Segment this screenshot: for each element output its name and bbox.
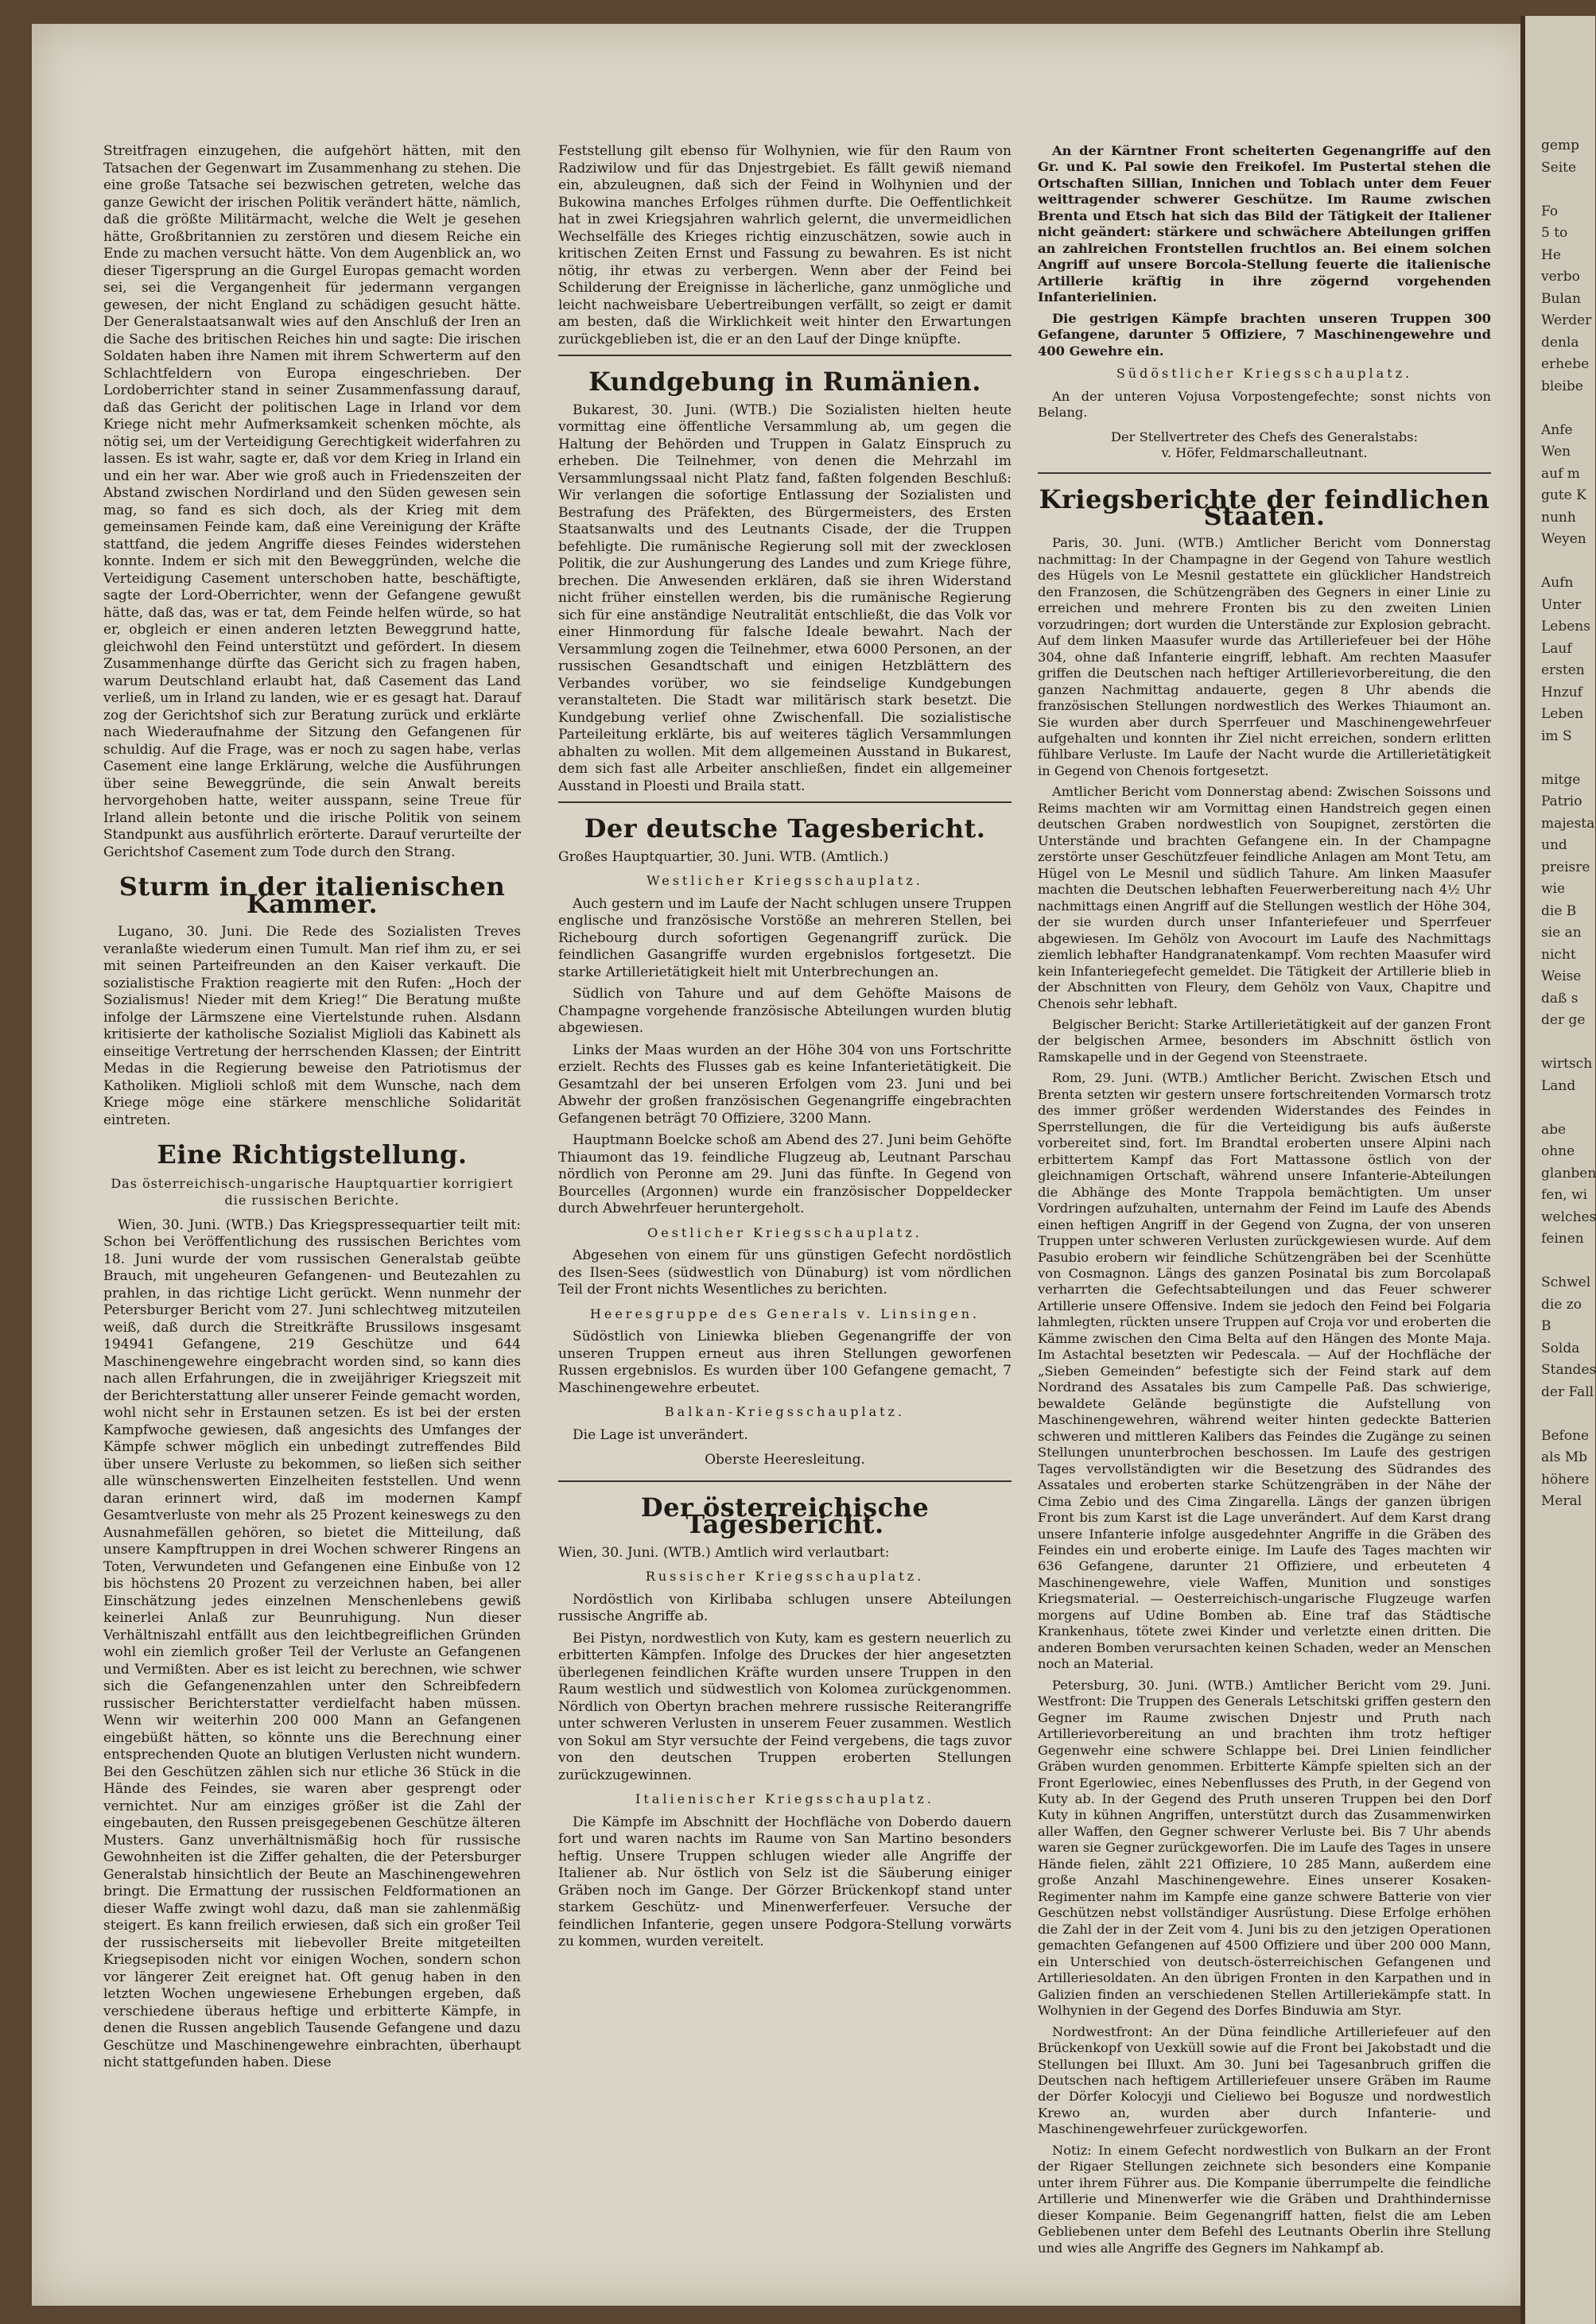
headline-sturm: Sturm in der italienischen Kammer. — [118, 871, 506, 919]
divider — [558, 1480, 1012, 1482]
divider — [1038, 472, 1491, 474]
column-3 — [1038, 143, 1491, 2261]
headline-rumaenien: Kundgebung in Rumänien. — [588, 367, 981, 397]
section-westlich: Westlicher Kriegsschauplatz. — [647, 873, 923, 888]
casement-article: Streitfragen einzugehen, die aufgehört hätten, mit den Tatsachen der Gegenwart im Zusammenhang zu stehen. Die eine große Tatsache sei bezwischen getreten, welche das ganze Gewicht der irischen Politik verändert hätte, nämlich, daß die größte Militärmacht, welche die Welt je gesehen hätte, Großbritannien zu zerstören und diesem Reiche ein Ende zu machen versucht hätte. Von dem Augenblick an, wo dieser Tigersprung an die Gurgel Europas gemacht worden sei, sei die Vergangenheit für jedermann vergangen gewesen, der nicht England zu schädigen gesucht hätte. Der Generalstaatsanwalt wies auf den Anschluß der Iren an die Sache des britischen Reiches hin und sagte: Die irischen Soldaten haben ihre Namen mit ihrem Schwerterm auf den Schlachtfeldern von Europa eingeschrieben. Der Lordoberrichter stand in seiner Zusammenfassung darauf, daß das Gericht der politischen Lage in Irland vor dem Kriege nicht mehr Aufmerksamkeit schenken möchte, als nötig sei, um der Verteidigung Gerechtigkeit widerfahren zu lassen. Es ist wahr, sagte er, daß vor dem Krieg in Irland ein und ein her war. Aber wie groß auch in Friedenszeiten der Abstand zwischen Nordirland und den Süden gewesen sein mag, so fand es sich doch, als der Krieg mit dem gemeinsamen Feinde kam, daß eine Vereinigung der Kräfte stattfand, die jedem Angriffe dieses Feindes widerstehen konnte. Indem er sich mit den Beweggründen, welche die Verteidigung Casement unterschoben hatte, beschäftigte, sagte der Lord-Oberrichter, wenn der Gefangene gewußt hätte, daß das, was er tat, dem Feinde helfen würde, so hat er, obgleich er einen anderen letzten Beweggrund hatte, gleichwohl den Feind unterstützt und gefördert. In diesem Zusammenhange dürfte das Gericht sich zu fragen haben, warum Deutschland erlaubt hat, daß Casement das Land verließ, um in Irland zu landen, wie er es gesagt hat. Darauf zog der Gerichtshof sich zur Beratung zurück und erklärte nach Wiederaufnahme der Sitzung den Gefangenen für schuldig. Auf die Frage, was er noch zu sagen habe, verlas Casement eine lange Erklärung, welche die Ausführungen über seine Beweggründe, die sein Anwalt bereits hervorgehoben hatte, weiter ausspann, seine Treue für Irland allein betonte und die irische Politik von seinem Standpunkt aus ausführlich erörterte. Darauf verurteilte der Gerichtshof Casement zum Tode durch den Strang. — [103, 143, 521, 860]
dt-para-3: Links der Maas wurden an der Höhe 304 von uns Fortschritte erzielt. Rechts des Flusses gab es keine Infanterietätigkeit. Die Gesamtzahl der bei unseren Erfolgen vom 23. Juni und bei Abwehr der großen französischen Gegenangriffe eingebrachten Gefangenen beträgt 70 Offiziere, 3200 Mann. — [558, 1042, 1012, 1127]
adjacent-page-text: gemp Seite Fo 5 to He verbo Bulan Werder denla erhebe bleibe Anfe Wen auf m gute K nunh Weyen Aufn Unter Lebens Lauf ersten Hnzuf Leben im S mitge Patrio majesta und preisre wie die B sie an nicht Weise daß s der ge wirtsch Land abe ohne glanben fen, wi welches feinen Schwel die zo B Solda Standes der Fall Befone als Mb höhere Meral — [1541, 138, 1596, 1509]
section-oestlich: Oestlicher Kriegsschauplatz. — [647, 1224, 922, 1240]
section-suedoestlich: Südöstlicher Kriegsschauplatz. — [1116, 366, 1413, 382]
kaempfe-summary: Die gestrigen Kämpfe brachten unseren Truppen 300 Gefangene, darunter 5 Offiziere, 7 Maschinengewehre und 400 Gewehre ein. — [1038, 310, 1491, 359]
oe-para-3: Die Kämpfe im Abschnitt der Hochfläche von Doberdo dauern fort und waren nachts im Raume von San Martino besonders heftig. Unsere Truppen schlugen wieder alle Angriffe der Italiener ab. Nur östlich von Selz ist die Säuberung einiger Gräben noch im Gange. Der Görzer Brückenkopf stand unter starkem Geschütz- und Minenwerferfeuer. Versuche der feindlichen Infanterie, gegen unsere Podgora-Stellung vorwärts zu kommen, wurden vereitelt. — [558, 1814, 1012, 1950]
sturm-article: Lugano, 30. Juni. Die Rede des Sozialisten Treves veranlaßte wiederum einen Tumult. Man rief ihm zu, er sei mit seinen Parteifreunden an den Kaiser verkauft. Die sozialistische Fraktion reagierte mit den Rufen: „Hoch der Sozialismus! Nieder mit dem Krieg!“ Die Beratung mußte infolge der Lärmszene eine Viertelstunde ruhen. Alsdann kritisierte der katholische Sozialist Miglioli das Kabinett als einseitige Vertretung der herrschenden Klassen; der Eintritt Medas in die Regierung beweise den Patriotismus der Katholiken. Miglioli schloß mit dem Wunsche, nach dem Kriege möge eine stärkere menschliche Solidarität eintreten. — [103, 924, 521, 1128]
section-russisch: Russischer Kriegsschauplatz. — [645, 1569, 925, 1584]
richtigstellung-subtitle: Das österreichisch-ungarische Hauptquartier korrigiert die russischen Berichte. — [111, 1175, 514, 1208]
column-2 — [558, 143, 1012, 1956]
divider — [558, 801, 1012, 803]
richtigstellung-article: Wien, 30. Juni. (WTB.) Das Kriegspressequartier teilt mit: Schon bei Veröffentlichung des russischen Berichtes vom 18. Juni wurde der vom russischen Generalstab geübte Brauch, mit ungeheuren Gefangenen- und Beutezahlen zu prahlen, in das richtige Licht gerückt. Wenn nunmehr der Petersburger Bericht vom 27. Juni schlechtweg mitzuteilen weiß, daß durch die Streitkräfte Brussilows insgesamt 194941 Gefangene, 219 Geschütze und 644 Maschinengewehre eingebracht worden sind, so kann dies nach allen Erfahrungen, die in zweijähriger Kriegszeit mit der Berichterstattung aller unserer Feinde gemacht worden, wohl nicht sehr in Erstaunen setzen. Es ist bei der ersten Kampfwoche gewiesen, daß angesichts des Umfanges der Kämpfe schwer möglich ein unbedingt zutreffendes Bild über unsere Verluste zu bekommen, so ließen sich seither alle wünschenswerten Einzelheiten feststellen. Und wenn daran erinnert wird, daß im modernen Kampf Gesamtverluste von mehr als 25 Prozent keineswegs zu den Ausnahmefällen gehören, so bietet die Mitteilung, daß unsere Kampftruppen in drei Wochen schwerer Ringens an Toten, Verwundeten und Gefangenen eine Einbuße von 12 bis höchstens 20 Prozent zu verzeichnen haben, bei aller Einschätzung jedes einzelnen Menschenlebens gewiß keinerlei Anlaß zur Beunruhigung. Nun dieser Verhältniszahl entfällt aus den leichtbegreiflichen Gründen wohl ein ziemlich großer Teil der Verluste an Gefangenen und Vermißten. Aber es ist leicht zu berechnen, wie schwer sich die Gefangenenzahlen unter den Schreibfedern russischer Berichterstatter verdielfacht haben müssen. Wenn wir weiterhin 200 000 Mann an Gefangenen eingebüßt hätten, so könnte uns die Berechnung einer entsprechenden Quote an blutigen Verlusten nicht wundern. Bei den Geschützen zählen sich nur etliche 36 Stück in die Hände des Feindes, sie waren aber gesprengt oder vernichtet. Nur am einziges größer ist die Zahl der eingebauten, den Russen preisgegebenen Geschütze älteren Musters. Ganz unverhältnismäßig hoch für russische Gewohnheiten ist die Ziffer gehalten, die der Petersburger Generalstab hinsichtlich der Beute an Maschinengewehren bringt. Die Ermattung der russischen Feldformationen an dieser Waffe zwingt wohl dazu, daß man sie zahlenmäßig steigert. Es kann freilich erwiesen, daß sich ein großer Teil der russischerseits mit liebevoller Breite mitgeteilten Kriegsepisoden nicht vor einigen Wochen, sondern schon vor längerer Zeit ereignet hat. Oft genug haben in den letzten Wochen ungewiesene Erhebungen ergeben, daß verschiedene überaus heftige und erbitterte Kämpfe, in denen die Russen angeblich Tausende Gefangene und dazu Geschütze und Maschinengewehre einbrachten, überhaupt nicht stattgefunden haben. Diese — [103, 1216, 521, 2070]
divider — [558, 355, 1012, 356]
petersburg-report: Petersburg, 30. Juni. (WTB.) Amtlicher Bericht vom 29. Juni. Westfront: Die Truppen des Generals Letschitski griffen gestern den Gegner im Raume zwischen Dnjestr und Pruth nach Artillerievorbereitung an und brachten ihm trotz heftiger Gegenwehr eine schwere Schlappe bei. Drei Linien feindlicher Gräben wurden genommen. Erbitterte Kämpfe spielten sich an der Front Egerlowiec, eines Nebenflusses des Pruth, in der Gegend von Kuty ab. In der Gegend des Pruth unseren Truppen bei den Dorf Kuty in kühnen Angriffen, unterstützt durch das Zusammenwirken aller Waffen, den Gegner schwerer Verluste bei. Bis 7 Uhr abends waren sie Gegner zurückgeworfen. Die im Laufe des Tages in unsere Hände fielen, zählt 221 Offiziere, 10 285 Mann, außerdem eine große Anzahl Maschinengewehre. Eines unserer Kosaken-Regimenter nahm im Kampfe eine ganze schwere Batterie von vier Geschützen nebst vollständiger Ausrüstung. Diese Erfolge erhöhen die Zahl der in der Zeit vom 4. Juni bis zu den jetzigen Operationen gemachten Gefangenen auf 4500 Offiziere und über 200 000 Mann, ein Unterschied von deutsch-österreichischen Gefangenen und Artilleriesoldaten. An den übrigen Fronten in den Karpathen und in Galizien finden an verschiedenen Stellen Artilleriekämpfe statt. In Wolhynien in der Gegend des Dorfes Binduwia am Styr. — [1038, 1677, 1491, 2019]
paris-report: Paris, 30. Juni. (WTB.) Amtlicher Bericht vom Donnerstag nachmittag: In der Champagne in der Gegend von Tahure westlich des Hügels von Le Mesnil gestattete ein glücklicher Handstreich den Franzosen, die Schützengräben des Gegners in einer Linie zu erreichen und mehrere Fronten bis zu den zweiten Linien vorzudringen; dort wurden die Unterstände zur Explosion gebracht. Auf dem linken Maasufer wurde das Artilleriefeuer bei der Höhe 304, ohne daß Infanterie eingriff, lebhaft. Am rechten Maasufer griffen die Deutschen nach heftiger Artillerievorbereitung, die den ganzen Nachmittag andauerte, gegen 8 Uhr abends die französischen Stellungen nordwestlich des Werkes Thiaumont an. Sie wurden aber durch Sperrfeuer und Maschinengewehrfeuer aufgehalten und konnten ihr Ziel nicht erreichen, sondern erlitten fühlbare Verluste. Im Laufe der Nacht wurde die Artillerietätigkeit in Gegend von Chenois fortgesetzt. — [1038, 535, 1491, 778]
rome-report: Rom, 29. Juni. (WTB.) Amtlicher Bericht. Zwischen Etsch und Brenta setzten wir gestern unsere fortschreitenden Vormarsch trotz des immer größer werdenden Widerstandes des Feindes in Sperrstellungen, die für die Verteidigung bis aufs äußerste vorbereitet sind, fort. Im Brandtal eroberten unsere Alpini nach erbittertem Kampf das Fort Mattassone östlich von der gleichnamigen Ortschaft, während unsere Infanterie-Abteilungen die Abhänge des Monte Trappola bemächtigten. Um unser Vordringen aufzuhalten, unternahm der Feind im Laufe des Abends einen heftigen Angriff in der Gegend von Zugna, der von unseren Truppen unter schweren Verlusten zurückgewiesen wurde. Auf dem Pasubio erobern wir feindliche Schützengräben bei der Scenhütte von Cosmagnon. Längs des ganzen Posinatal bis zum Borcolapaß verharrten die Gefechtsabteilungen und das Feuer schwerer Artillerie unsere Offensive. Indem sie jedoch den Feind bei Folgaria lahmlegten, rückten unsere Truppen auf Croja vor und eroberten die Kämme zwischen den Cima Belta auf den Hängen des Monte Maja. Im Astachtal besetzten wir Pedescala. — Auf der Hochfläche der „Sieben Gemeinden“ befestigte sich der Feind stark auf dem Nordrand des Assatales bis zum Campelle Paß. Das schwierige, bewaldete Gelände begünstigte die Aufstellung von Maschinengewehren, während weiter hinten gedeckte Batterien schweren und mittleren Kalibers das Feindes die Zugänge zu seinen Stellungen ununterbrochen beschossen. Im Laufe des gestrigen Tages vervollständigten wir die Besetzung des Südrandes des Assatales und eroberten starke Schützengräben in der Nähe der Cima Zebio und des Cima Zingarella. Längs der ganzen übrigen Front bis zum Karst ist die Lage unverändert. Auf dem Karst drang unsere Infanterie infolge ausgedehnter Angriffe in die Gräben des Feindes ein und eroberte einige. Im Laufe des Tages machten wir 636 Gefangene, darunter 21 Offiziere, und erbeuteten 4 Maschinengewehre, viele Waffen, Munition und sonstiges Kriegsmaterial. — Oesterreichisch-ungarische Flugzeuge warfen morgens auf Udine Bomben ab. Eine traf das Städtische Krankenhaus, tötete zwei Kinder und verletzte einen dritten. Die anderen Bomben verursachten keinen Schaden, weder an Menschen noch an Material. — [1038, 1070, 1491, 1672]
headline-oesterreichischer-bericht: Der österreichische Tagesbericht. — [640, 1492, 930, 1539]
signature-line-2: v. Höfer, Feldmarschalleutnant. — [1161, 444, 1368, 460]
column-1 — [103, 143, 521, 2077]
dt-para-4: Hauptmann Boelcke schoß am Abend des 27. Juni beim Gehöfte Thiaumont das 19. feindliche Flugzeug ab, Leutnant Parschau nördlich von Peronne am 29. Juni das fünfte. In Gegend von Bourcelles (Argonnen) wurde ein französischer Doppeldecker durch Abwehrfeuer heruntergeholt. — [558, 1132, 1012, 1216]
section-italienisch: Italienischer Kriegsschauplatz. — [635, 1791, 934, 1806]
nordwestfront-report: Nordwestfront: An der Düna feindliche Artilleriefeuer auf den Brückenkopf von Uexküll sowie auf die Front bei Jakobstadt und die Stellungen bei Illuxt. Am 30. Juni bei Tagesanbruch griffen die Deutschen nach heftigem Artilleriefeuer unsere Gräben im Raume der Dörfer Kolocyji und Cieliewo bei Bogusze und nordwestlich Krewo an, wurden aber durch Infanterie- und Maschinengewehrfeuer zurückgeworfen. — [1038, 2023, 1491, 2137]
paris-evening-report: Amtlicher Bericht vom Donnerstag abend: Zwischen Soissons und Reims machten wir am Vormittag einen Handstreich gegen einen deutschen Graben nordwestlich von Soupignet, zerstörten die Unterstände und brachten Gefangene ein. In der Champagne zerstörte unser Geschützfeuer feindliche Anlagen am Mont Tetu, am Hügel von Le Mesnil und südlich Tahure. Am linken Maasufer machten die Deutschen lebhaften Feuerwerbereitung nach 4½ Uhr nachmittags einen Angriff auf die Stellungen westlich der Höhe 304, der sie wurden durch unser Infanteriefeuer und Sperrfeuer abgewiesen. Im Gehölz von Avocourt im Laufe des Nachmittags ziemlich lebhafter Handgranatenkampf. Vom rechten Maasufer wird kein Infanteriegefecht gemeldet. Die Tätigkeit der Artillerie blieb in der Abschnitten von Fleury, dem Gehölz von Vaux, Chapitre und Chenois sehr lebhaft. — [1038, 784, 1491, 1011]
section-linsingen: Heeresgruppe des Generals v. Linsingen. — [589, 1306, 981, 1321]
dt-para-5: Abgesehen von einem für uns günstigen Gefecht nordöstlich des Ilsen-Sees (südwestlich von Dünaburg) ist vom nördlichen Teil der Front nichts Wesentliches zu berichten. — [558, 1247, 1012, 1298]
dt-para-1: Auch gestern und im Laufe der Nacht schlugen unsere Truppen englische und französische Vorstöße an mehreren Stellen, bei Richebourg durch sofortigen Gegenangriff zurück. Die feindlichen Gasangriffe wurden ergebnislos fortgesetzt. Die starke Artillerietätigkeit hielt mit Unterbrechungen an. — [558, 895, 1012, 980]
dt-para-2: Südlich von Tahure und auf dem Gehöfte Maisons de Champagne vorgehende französische Abteilungen wurden blutig abgewiesen. — [558, 986, 1012, 1036]
notiz-report: Notiz: In einem Gefecht nordwestlich von Bulkarn an der Front der Rigaer Stellungen zeichnete sich besonders eine Kompanie unter ihrem Führer aus. Die Kompanie überrumpelte die feindliche Artillerie und Minenwerfer wie die Gräben und Drahthindernisse dieser Kompanie. Beim Gegenangriff hatten, fielst die am Leben Gebliebenen unter dem Befehl des Leutnants Oberlin ihre Stellung und wies alle Angriffe des Gegners im Nahkampf ab. — [1038, 2142, 1491, 2256]
oe-para-1: Nordöstlich von Kirlibaba schlugen unsere Abteilungen russische Angriffe ab. — [558, 1591, 1012, 1624]
headline-deutscher-bericht: Der deutsche Tagesbericht. — [584, 813, 986, 844]
adjacent-page-edge — [1520, 16, 1595, 2324]
vojusa-text: An der unteren Vojusa Vorpostengefechte; sonst nichts von Belang. — [1038, 388, 1491, 421]
section-balkan: Balkan-Kriegsschauplatz. — [664, 1404, 906, 1419]
signature-line-1: Der Stellvertreter des Chefs des Generalstabs: — [1110, 429, 1418, 444]
newspaper-page — [32, 24, 1535, 2306]
headline-feindliche-staaten: Kriegsberichte der feindlichen Staaten. — [1039, 484, 1490, 531]
dt-para-6: Südöstlich von Liniewka blieben Gegenangriffe der von unseren Truppen erneut aus ihren Stellungen geworfenen Russen ergebnislos. Es wurden über 100 Gefangene gemacht, 7 Maschinengewehre erbeutet. — [558, 1329, 1012, 1396]
belgian-report: Belgischer Bericht: Starke Artillerietätigkeit auf der ganzen Front der belgischen Armee, besonders im Abschnitt östlich von Ramskapelle und in der Gegend von Steenstraete. — [1038, 1016, 1491, 1065]
rumaenien-article: Bukarest, 30. Juni. (WTB.) Die Sozialisten hielten heute vormittag eine öffentliche Versammlung ab, um gegen die Haltung der Behörden und Truppen in Galatz Einspruch zu erheben. Die Teilnehmer, von denen die Mehrzahl im Versammlungssaal nicht Platz fand, faßten folgenden Beschluß: Wir verlangen die sofortige Entlassung der Sozialisten und Bestrafung des Präfekten, des Bürgermeisters, des Ersten Staatsanwalts und des Leutnants Cisade, der die Truppen befehligte. Die rumänische Regierung soll mit der zwecklosen Politik, die zur Aushungerung des Landes und zum Kriege führe, brechen. Die Anwesenden erklären, daß sie ihren Widerstand nicht früher einstellen werden, bis die rumänische Regierung sich für eine anständige Neutralität entschließt, die das Volk vor einer Hinmordung für falsche Ideale bewahrt. Nach der Versammlung zogen die Teilnehmer, etwa 6000 Personen, an der russischen Gesandtschaft und einigen Hetzblättern des Verbandes vorüber, wo sie feindselige Kundgebungen veranstalteten. Die Stadt war militärisch stark besetzt. Die Kundgebung verlief ohne Zwischenfall. Die sozialistische Parteileitung erklärte, bis auf weiteres täglich Versammlungen abhalten zu wollen. Mit dem allgemeinen Ausstand in Bukarest, dem sich fast alle Arbeiter anschließen, findet ein allgemeiner Ausstand in Ploesti und Braila statt. — [558, 402, 1012, 794]
oe-para-2: Bei Pistyn, nordwestlich von Kuty, kam es gestern neuerlich zu erbitterten Kämpfen. Infolge des Druckes der hier angesetzten überlegenen feindlichen Kräfte wurden unsere Truppen in den Raum westlich und südwestlich von Kolomea zurückgenommen. Nördlich von Obertyn brachen mehrere russische Reiterangriffe unter schweren Verlusten in unserem Feuer zusammen. Westlich von Sokul am Styr versuchte der Feind vergebens, die tags zuvor von den deutschen Truppen eroberten Stellungen zurückzugewinnen. — [558, 1630, 1012, 1783]
kaernten-text: An der Kärntner Front scheiterten Gegenangriffe auf den Gr. und K. Pal sowie den Freikofel. Im Pustertal stehen die Ortschaften Sillian, Innichen und Toblach unter dem Feuer weittragender schwerer Geschütze. Im Raume zwischen Brenta und Etsch hat sich das Bild der Tätigkeit der Italiener nicht geändert: stärkere und schwächere Abteilungen griffen an zahlreichen Frontstellen fruchtlos an. Bei einem solchen Angriff auf unsere Borcola-Stellung feuerte die italienische Artillerie kräftig in ihre zögernd vorgehenden Infanterielinien. — [1038, 143, 1491, 305]
headline-richtigstellung: Eine Richtigstellung. — [157, 1139, 468, 1170]
dt-para-7: Die Lage ist unverändert. — [573, 1426, 748, 1443]
dt-signature: Oberste Heeresleitung. — [705, 1452, 865, 1468]
feststellung-text: Feststellung gilt ebenso für Wolhynien, wie für den Raum von Radziwilow und für das Dnjestrgebiet. Es fällt gewiß niemand ein, abzuleugnen, daß sich der Feind in Wolhynien und der Bukowina manches Erfolges rühmen durfte. Die Oeffentlichkeit hat in zwei Kriegsjahren wahrlich gelernt, die unvermeidlichen Wechselfälle des Krieges richtig einzuschätzen, sowie auch in kritischen Zeiten Ernst und Fassung zu bewahren. Es ist nicht nötig, ihr etwas zu verbergen. Wenn aber der Feind bei Schilderung der Ereignisse in lächerliche, ganz unmögliche und leicht nachweisbare Uebertreibungen verfällt, so zeigt er damit am besten, daß die Wirklichkeit weit hinter den Erwartungen zurückgeblieben ist, die er an den Lauf der Dinge knüpfte. — [558, 143, 1012, 347]
dt-dateline: Großes Hauptquartier, 30. Juni. WTB. (Amtlich.) — [558, 848, 889, 865]
oe-dateline: Wien, 30. Juni. (WTB.) Amtlich wird verlautbart: — [558, 1544, 890, 1561]
